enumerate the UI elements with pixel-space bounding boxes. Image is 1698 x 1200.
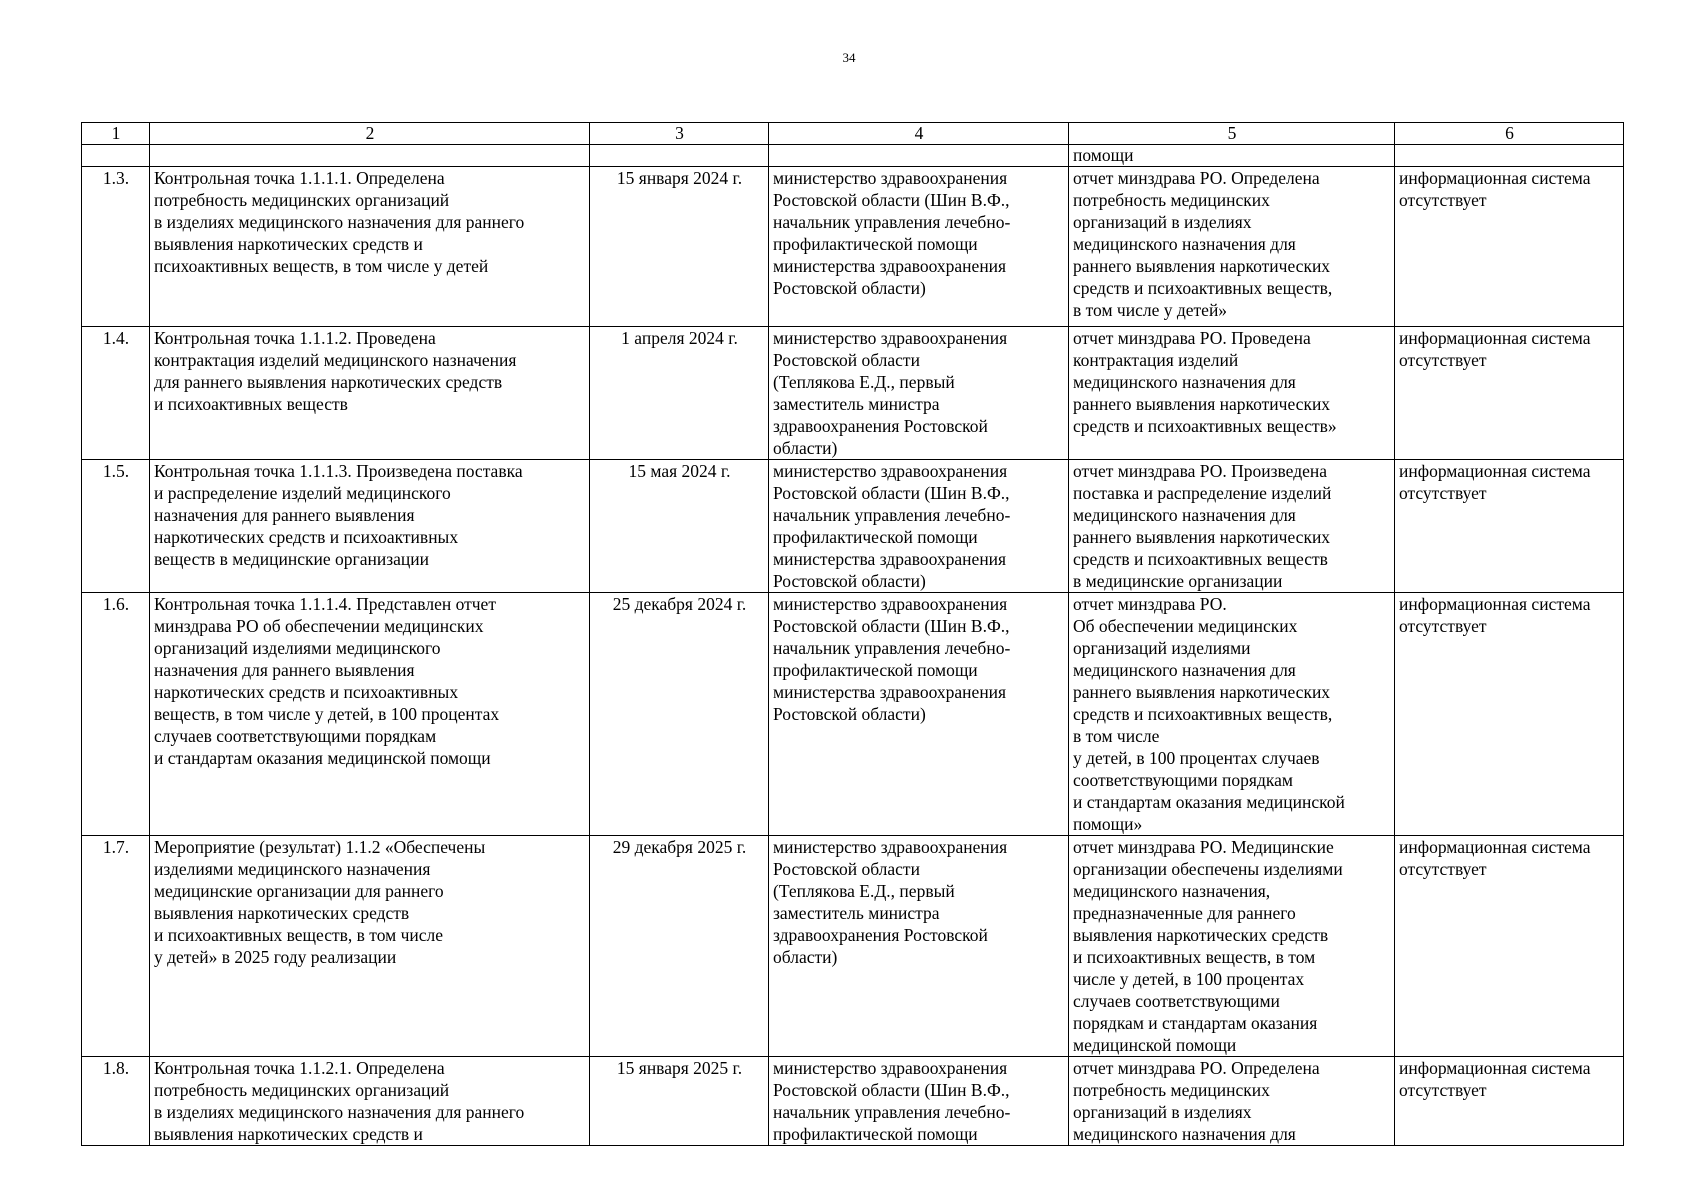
event-name: Контрольная точка 1.1.1.3. Произведена поставка и распределение изделий медицинского назначения для раннего выявления наркотических средств и психоактивных веществ в медицинские организации [150, 460, 590, 593]
event-name: Контрольная точка 1.1.2.1. Определена потребность медицинских организаций в изделиях медицинского назначения для раннего выявления наркотических средств и [150, 1057, 590, 1146]
row-number: 1.8. [82, 1057, 150, 1146]
column-header: 5 [1069, 123, 1395, 145]
event-name: Контрольная точка 1.1.1.2. Проведена контрактация изделий медицинского назначения для раннего выявления наркотических средств и психоактивных веществ [150, 327, 590, 460]
confirming-document: отчет минздрава РО. Произведена поставка и распределение изделий медицинского назначения для раннего выявления наркотических средств и психоактивных веществ в медицинские организации [1069, 460, 1395, 593]
table-cell [769, 145, 1069, 167]
information-system: информационная система отсутствует [1395, 836, 1624, 1057]
information-system: информационная система отсутствует [1395, 593, 1624, 836]
information-system: информационная система отсутствует [1395, 167, 1624, 327]
table-row [82, 593, 1624, 836]
responsible-executor: министерство здравоохранения Ростовской области (Теплякова Е.Д., первый заместитель министра здравоохранения Ростовской области) [769, 836, 1069, 1057]
page-number: 34 [842, 50, 856, 65]
deadline-date: 25 декабря 2024 г. [590, 593, 769, 836]
table-header-row [82, 123, 1624, 145]
column-header: 2 [150, 123, 590, 145]
row-number: 1.6. [82, 593, 150, 836]
deadline-date: 15 мая 2024 г. [590, 460, 769, 593]
event-name: Контрольная точка 1.1.1.1. Определена потребность медицинских организаций в изделиях медицинского назначения для раннего выявления наркотических средств и психоактивных веществ, в том числе у детей [150, 167, 590, 327]
event-name: Мероприятие (результат) 1.1.2 «Обеспечены изделиями медицинского назначения медицинские организации для раннего выявления наркотических средств и психоактивных веществ, в том числе у детей» в 2025 году реализации [150, 836, 590, 1057]
table-row [82, 327, 1624, 460]
event-name: Контрольная точка 1.1.1.4. Представлен отчет минздрава РО об обеспечении медицинских организаций изделиями медицинского назначения для раннего выявления наркотических средств и психоактивных веществ, в том числе у детей, в 100 процентах случаев соответствующими порядкам и стандартам оказания медицинской помощи [150, 593, 590, 836]
row-number: 1.5. [82, 460, 150, 593]
responsible-executor: министерство здравоохранения Ростовской области (Шин В.Ф., начальник управления лечебно- профилактической помощи министерства здравоохранения Ростовской области) [769, 167, 1069, 327]
table-cell [1395, 145, 1624, 167]
information-system: информационная система отсутствует [1395, 460, 1624, 593]
confirming-document: отчет минздрава РО. Проведена контрактация изделий медицинского назначения для раннего выявления наркотических средств и психоактивных веществ» [1069, 327, 1395, 460]
responsible-executor: министерство здравоохранения Ростовской области (Шин В.Ф., начальник управления лечебно- профилактической помощи [769, 1057, 1069, 1146]
information-system: информационная система отсутствует [1395, 1057, 1624, 1146]
responsible-executor: министерство здравоохранения Ростовской области (Шин В.Ф., начальник управления лечебно- профилактической помощи министерства здравоохранения Ростовской области) [769, 460, 1069, 593]
confirming-document: отчет минздрава РО. Определена потребность медицинских организаций в изделиях медицинского назначения для раннего выявления наркотических средств и психоактивных веществ, в том числе у детей» [1069, 167, 1395, 327]
plan-table [81, 122, 1624, 1146]
table-row [82, 460, 1624, 593]
deadline-date: 29 декабря 2025 г. [590, 836, 769, 1057]
column-header: 6 [1395, 123, 1624, 145]
responsible-executor: министерство здравоохранения Ростовской области (Теплякова Е.Д., первый заместитель министра здравоохранения Ростовской области) [769, 327, 1069, 460]
row-number: 1.3. [82, 167, 150, 327]
table-row [82, 836, 1624, 1057]
responsible-executor: министерство здравоохранения Ростовской области (Шин В.Ф., начальник управления лечебно- профилактической помощи министерства здравоохранения Ростовской области) [769, 593, 1069, 836]
confirming-document: отчет минздрава РО. Об обеспечении медицинских организаций изделиями медицинского назначения для раннего выявления наркотических средств и психоактивных веществ, в том числе у детей, в 100 процентах случаев соответствующими порядкам и стандартам оказания медицинской помощи» [1069, 593, 1395, 836]
table-row [82, 167, 1624, 327]
table-cell [82, 145, 150, 167]
table-cell [150, 145, 590, 167]
column-header: 3 [590, 123, 769, 145]
confirming-document: отчет минздрава РО. Медицинские организации обеспечены изделиями медицинского назначения, предназначенные для раннего выявления наркотических средств и психоактивных веществ, в том числе у детей, в 100 процентах случаев соответствующими порядкам и стандартам оказания медицинской помощи [1069, 836, 1395, 1057]
row-number: 1.4. [82, 327, 150, 460]
deadline-date: 1 апреля 2024 г. [590, 327, 769, 460]
continued-document-cell: помощи [1069, 145, 1395, 167]
deadline-date: 15 января 2024 г. [590, 167, 769, 327]
continuation-row [82, 145, 1624, 167]
table-row [82, 1057, 1624, 1146]
confirming-document: отчет минздрава РО. Определена потребность медицинских организаций в изделиях медицинского назначения для [1069, 1057, 1395, 1146]
table-cell [590, 145, 769, 167]
information-system: информационная система отсутствует [1395, 327, 1624, 460]
row-number: 1.7. [82, 836, 150, 1057]
deadline-date: 15 января 2025 г. [590, 1057, 769, 1146]
column-header: 4 [769, 123, 1069, 145]
column-header: 1 [82, 123, 150, 145]
